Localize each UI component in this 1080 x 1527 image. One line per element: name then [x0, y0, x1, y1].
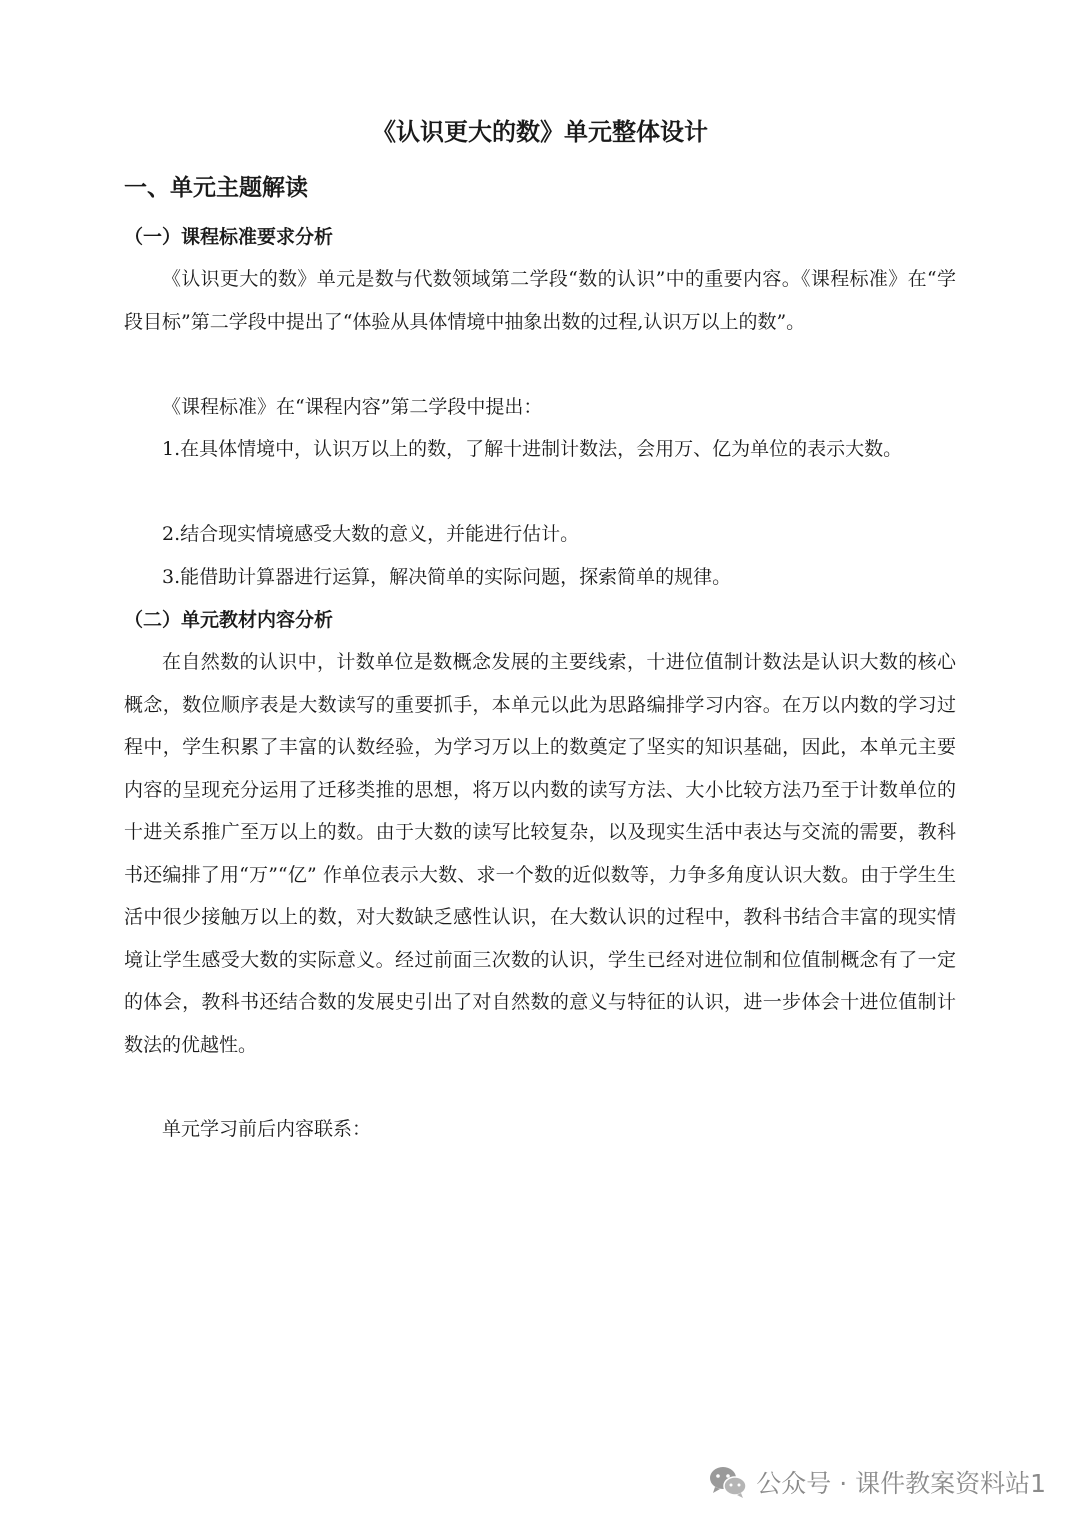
section-heading-unit-theme: 一、单元主题解读 [124, 175, 308, 201]
list-item-3: 3.能借助计算器进行运算，解决简单的实际问题，探索简单的规律。 [162, 566, 732, 588]
watermark-text: 公众号 · 课件教案资料站1 [756, 1469, 1046, 1498]
paragraph-curriculum-intro: 《认识更大的数》单元是数与代数领域第二学段“数的认识”中的重要内容。《课程标准》在“学段目标”第二学段中提出了“体验从具体情境中抽象出数的过程,认识万以上的数”。 [124, 268, 956, 333]
document-title: 《认识更大的数》单元整体设计 [372, 118, 708, 146]
subsection-heading-textbook-analysis: （二）单元教材内容分析 [124, 609, 334, 631]
paragraph-unit-connections: 单元学习前后内容联系： [162, 1118, 372, 1140]
list-item-2: 2.结合现实情境感受大数的意义，并能进行估计。 [162, 523, 580, 545]
list-item-1: 1.在具体情境中，认识万以上的数，了解十进制计数法，会用万、亿为单位的表示大数。 [162, 438, 903, 460]
paragraph-curriculum-content: 《课程标准》在“课程内容”第二学段中提出： [162, 396, 543, 418]
wechat-icon [708, 1464, 748, 1500]
subsection-heading-curriculum-standard: （一）课程标准要求分析 [124, 226, 334, 248]
paragraph-textbook-analysis: 在自然数的认识中，计数单位是数概念发展的主要线索，十进位值制计数法是认识大数的核心概念，数位顺序表是大数读写的重要抓手，本单元以此为思路编排学习内容。在万以内数的学习过程中，学生积累了丰富的认数经验，为学习万以上的数奠定了坚实的知识基础，因此，本单元主要内容的呈现充分运用了迁移类推的思想，将万以内数的读写方法、大小比较方法乃至于计数单位的十进关系推广至万以上的数。由于大数的读写比较复杂，以及现实生活中表达与交流的需要，教科书还编排了用“万”“亿” 作单位表示大数、求一个数的近似数等，力争多角度认识大数。由于学生生活中很少接触万以上的数，对大数缺乏感性认识，在大数认识的过程中，教科书结合丰富的现实情境让学生感受大数的实际意义。经过前面三次数的认识，学生已经对进位制和位值制概念有了一定的体会，教科书还结合数的发展史引出了对自然数的意义与特征的认识，进一步体会十进位值制计数法的优越性。 [124, 651, 956, 1056]
watermark [708, 1460, 1046, 1504]
